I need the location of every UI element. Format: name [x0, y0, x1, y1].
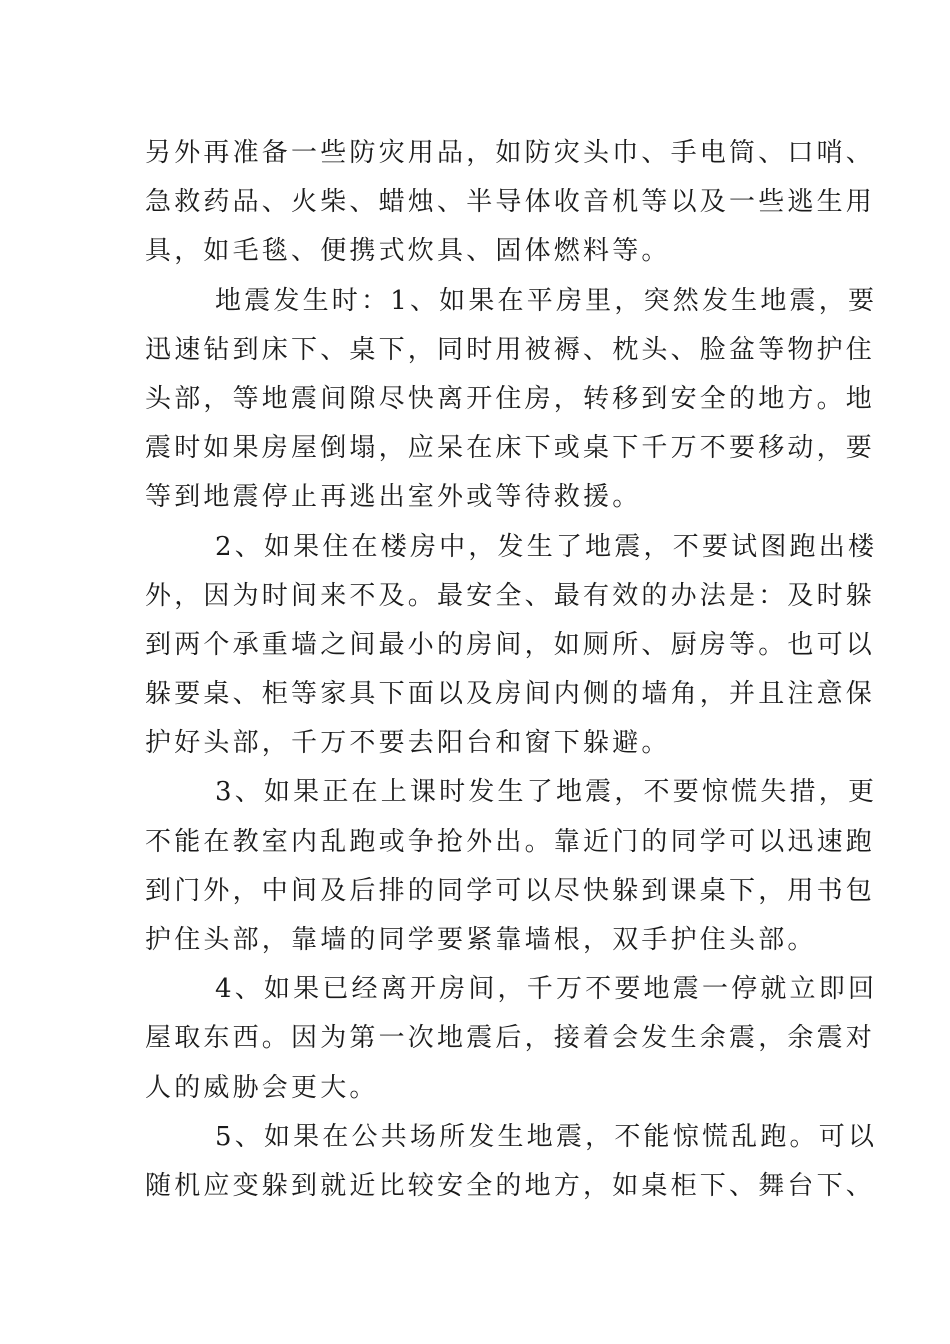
text-line: 震时如果房屋倒塌，应呆在床下或桌下千万不要移动，要 — [145, 433, 876, 464]
text-line: 人的威胁会更大。 — [145, 1072, 379, 1103]
paragraph-disaster-supplies — [145, 129, 876, 277]
text-line: 急救药品、火柴、蜡烛、半导体收音机等以及一些逃生用 — [145, 187, 876, 218]
text-line: 躲要桌、柜等家具下面以及房间内侧的墙角，并且注意保 — [145, 679, 876, 710]
text-line: 外，因为时间来不及。最安全、最有效的办法是：及时躲 — [145, 580, 876, 611]
text-line: 屋取东西。因为第一次地震后，接着会发生余震，余震对 — [145, 1023, 876, 1054]
text-line: 到门外，中间及后排的同学可以尽快躲到课桌下，用书包 — [145, 875, 876, 906]
paragraph-apartment-earthquake — [145, 523, 878, 769]
text-line: 到两个承重墙之间最小的房间，如厕所、厨房等。也可以 — [145, 629, 876, 660]
paragraph-left-room — [145, 965, 878, 1113]
text-line: 迅速钻到床下、桌下，同时用被褥、枕头、脸盆等物护住 — [145, 334, 876, 365]
text-line: 护住头部，靠墙的同学要紧靠墙根，双手护住头部。 — [145, 925, 817, 955]
text-line: 头部，等地震间隙尽快离开住房，转移到安全的地方。地 — [145, 383, 876, 414]
text-line: 另外再准备一些防灾用品，如防灾头巾、手电筒、口哨、 — [145, 138, 876, 168]
text-line: 3、如果正在上课时发生了地震，不要惊慌失措，更 — [215, 777, 878, 808]
paragraph-classroom-earthquake — [145, 768, 878, 965]
text-line: 等到地震停止再逃出室外或等待救援。 — [145, 482, 642, 513]
paragraph-bungalow-earthquake — [145, 277, 878, 523]
text-line: 护好头部，千万不要去阳台和窗下躲避。 — [145, 728, 671, 759]
paragraph-public-place — [145, 1113, 878, 1211]
text-line: 2、如果住在楼房中，发生了地震，不要试图跑出楼 — [215, 531, 878, 562]
text-line: 地震发生时：1、如果在平房里，突然发生地震，要 — [215, 285, 878, 316]
document-body — [145, 129, 878, 1211]
text-line: 5、如果在公共场所发生地震，不能惊慌乱跑。可以 — [215, 1121, 878, 1152]
text-line: 随机应变躲到就近比较安全的地方，如桌柜下、舞台下、 — [145, 1170, 876, 1201]
text-line: 具，如毛毯、便携式炊具、固体燃料等。 — [145, 236, 671, 267]
text-line: 不能在教室内乱跑或争抢外出。靠近门的同学可以迅速跑 — [145, 826, 876, 857]
text-line: 4、如果已经离开房间，千万不要地震一停就立即回 — [215, 974, 878, 1005]
